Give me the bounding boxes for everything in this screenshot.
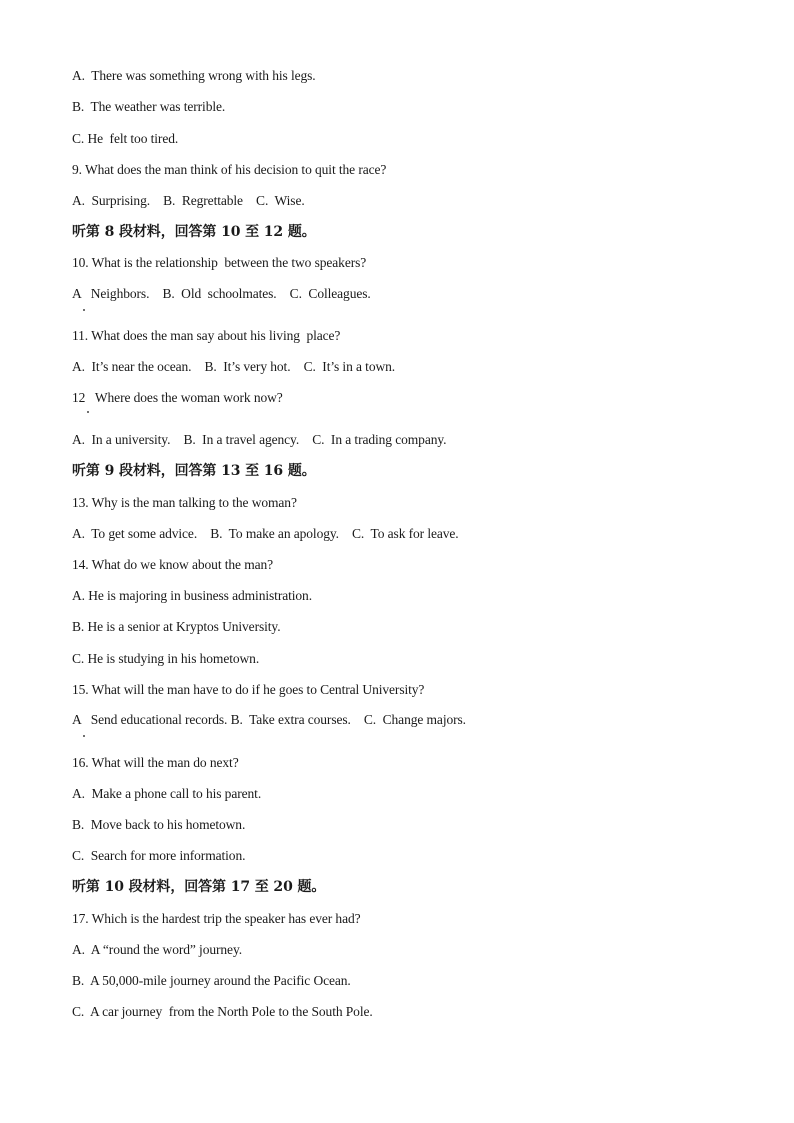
option-14a: A. He is majoring in business administration. bbox=[72, 588, 312, 603]
question-9: 9. What does the man think of his decision to quit the race? bbox=[72, 162, 387, 177]
option-16a: A. Make a phone call to his parent. bbox=[72, 786, 262, 801]
options-13: A. To get some advice. B. To make an apology. C. To ask for leave. bbox=[72, 526, 459, 541]
stray-dot-mark bbox=[87, 411, 89, 413]
question-15: 15. What will the man have to do if he goes to Central University? bbox=[72, 682, 425, 697]
option-8b: B. The weather was terrible. bbox=[72, 99, 226, 114]
options-12: A. In a university. B. In a travel agency. C. In a trading company. bbox=[72, 432, 447, 447]
question-13: 13. Why is the man talking to the woman? bbox=[72, 495, 297, 510]
section-heading-8: 听第 8 段材料，回答第 10 至 12 题。 bbox=[72, 224, 316, 240]
option-8a: A. There was something wrong with his legs. bbox=[72, 68, 316, 83]
stray-dot-mark bbox=[83, 309, 85, 311]
option-17b: B. A 50,000-mile journey around the Pacific Ocean. bbox=[72, 973, 351, 988]
section-heading-9: 听第 9 段材料，回答第 13 至 16 题。 bbox=[72, 463, 316, 479]
stray-dot-mark bbox=[83, 735, 85, 737]
options-9: A. Surprising. B. Regrettable C. Wise. bbox=[72, 193, 305, 208]
option-14c: C. He is studying in his hometown. bbox=[72, 651, 260, 666]
option-16c: C. Search for more information. bbox=[72, 848, 246, 863]
section-heading-10: 听第 10 段材料，回答第 17 至 20 题。 bbox=[72, 879, 326, 895]
option-17a: A. A “round the word” journey. bbox=[72, 942, 242, 957]
question-16: 16. What will the man do next? bbox=[72, 755, 239, 770]
options-10: A Neighbors. B. Old schoolmates. C. Colleagues. bbox=[72, 286, 371, 301]
options-11: A. It’s near the ocean. B. It’s very hot. C. It’s in a town. bbox=[72, 359, 396, 374]
option-16b: B. Move back to his hometown. bbox=[72, 817, 246, 832]
option-17c: C. A car journey from the North Pole to the South Pole. bbox=[72, 1004, 373, 1019]
option-14b: B. He is a senior at Kryptos University. bbox=[72, 619, 281, 634]
question-10: 10. What is the relationship between the two speakers? bbox=[72, 255, 367, 270]
question-11: 11. What does the man say about his living place? bbox=[72, 328, 341, 343]
option-8c: C. He felt too tired. bbox=[72, 131, 179, 146]
options-15: A Send educational records. B. Take extra courses. C. Change majors. bbox=[72, 712, 466, 727]
question-17: 17. Which is the hardest trip the speaker has ever had? bbox=[72, 911, 361, 926]
question-14: 14. What do we know about the man? bbox=[72, 557, 274, 572]
question-12: 12 Where does the woman work now? bbox=[72, 390, 283, 405]
